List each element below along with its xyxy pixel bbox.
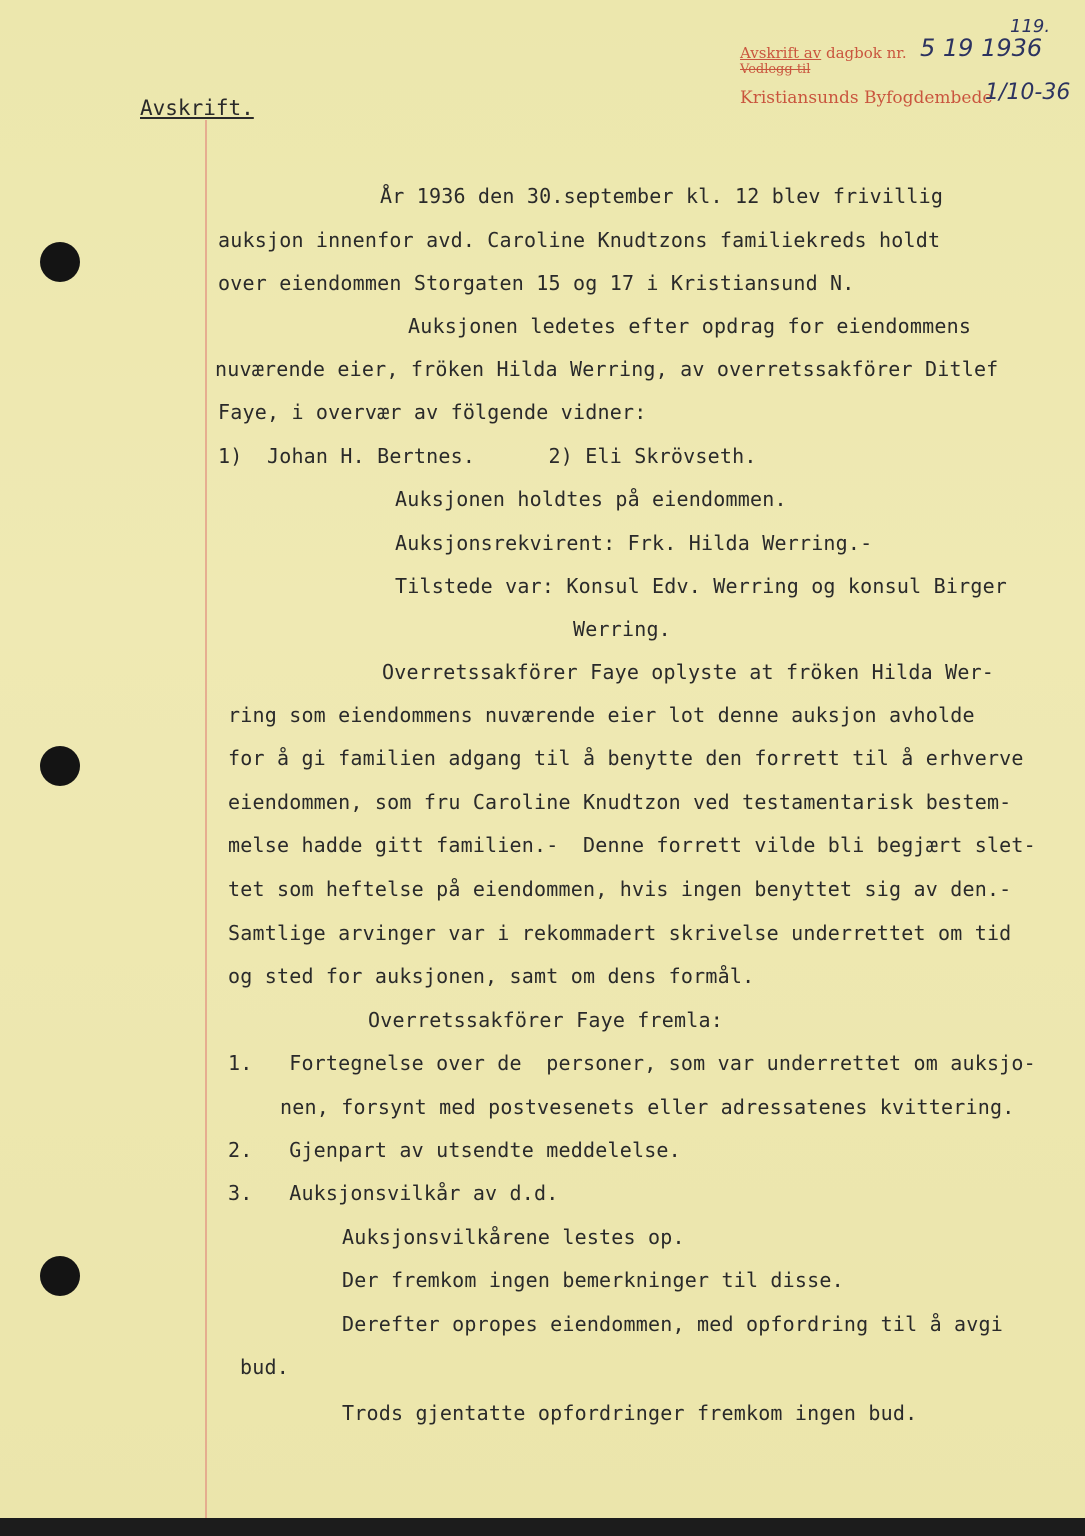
text-line: ring som eiendommens nuværende eier lot denne auksjon avholde (228, 703, 975, 727)
scan-edge (0, 1518, 1085, 1536)
text-line: Auksjonsvilkårene lestes op. (342, 1225, 685, 1249)
text-line: Samtlige arvinger var i rekommadert skrivelse underrettet om tid (228, 921, 1012, 945)
text-line: Auksjonen ledetes efter opdrag for eiendommens (408, 314, 972, 338)
text-line: Trods gjentatte opfordringer fremkom ingen bud. (342, 1401, 918, 1425)
stamp-vedlegg-label: Vedlegg til (740, 62, 811, 77)
red-margin-line (205, 120, 207, 1518)
text-line: og sted for auksjonen, samt om dens formål. (228, 964, 755, 988)
text-line: Der fremkom ingen bemerkninger til disse. (342, 1268, 844, 1292)
text-line: nen, forsynt med postvesenets eller adressatenes kvittering. (280, 1095, 1015, 1119)
text-line: Overretssakförer Faye oplyste at fröken Hilda Wer- (382, 660, 995, 684)
text-line: 2. Gjenpart av utsendte meddelelse. (228, 1138, 681, 1162)
stamp-office-name: Kristiansunds Byfogdembede (740, 88, 993, 108)
punch-hole-middle (40, 746, 80, 786)
stamp-line-avskrift (740, 44, 907, 62)
text-line: bud. (240, 1355, 289, 1379)
text-line: Werring. (573, 617, 671, 641)
stamp-avskrift-label: Avskrift av (740, 44, 822, 62)
text-line: tet som heftelse på eiendommen, hvis ingen benyttet sig av den.- (228, 877, 1012, 901)
text-line: melse hadde gitt familien.- Denne forrett vilde bli begjært slet- (228, 833, 1036, 857)
text-line: eiendommen, som fru Caroline Knudtzon ved testamentarisk bestem- (228, 790, 1012, 814)
punch-hole-bottom (40, 1256, 80, 1296)
stamp-dagbok-label: dagbok nr. (826, 44, 907, 62)
text-line: Faye, i overvær av fölgende vidner: (218, 400, 647, 424)
text-line: Auksjonsrekvirent: Frk. Hilda Werring.- (395, 531, 873, 555)
document-heading: Avskrift. (140, 96, 254, 120)
text-line: auksjon innenfor avd. Caroline Knudtzons familiekreds holdt (218, 228, 941, 252)
text-line: Overretssakförer Faye fremla: (368, 1008, 723, 1032)
text-line: for å gi familien adgang til å benytte den forrett til å erhverve (228, 746, 1024, 770)
text-line: Derefter opropes eiendommen, med opfordring til å avgi (342, 1312, 1004, 1336)
text-line: Auksjonen holdtes på eiendommen. (395, 487, 787, 511)
text-line: 3. Auksjonsvilkår av d.d. (228, 1181, 559, 1205)
handwritten-date: 1/10-36 (985, 80, 1071, 105)
handwritten-page-number: 119. (1010, 16, 1051, 37)
text-line: 1) Johan H. Bertnes. 2) Eli Skrövseth. (218, 444, 757, 468)
text-line: over eiendommen Storgaten 15 og 17 i Kristiansund N. (218, 271, 855, 295)
text-line: År 1936 den 30.september kl. 12 blev frivillig (380, 184, 944, 208)
punch-hole-top (40, 242, 80, 282)
handwritten-dagbok-number: 5 19 1936 (920, 34, 1043, 62)
text-line: nuværende eier, fröken Hilda Werring, av overretssakförer Ditlef (215, 357, 999, 381)
text-line: 1. Fortegnelse over de personer, som var underrettet om auksjo- (228, 1051, 1036, 1075)
text-line: Tilstede var: Konsul Edv. Werring og konsul Birger (395, 574, 1008, 598)
